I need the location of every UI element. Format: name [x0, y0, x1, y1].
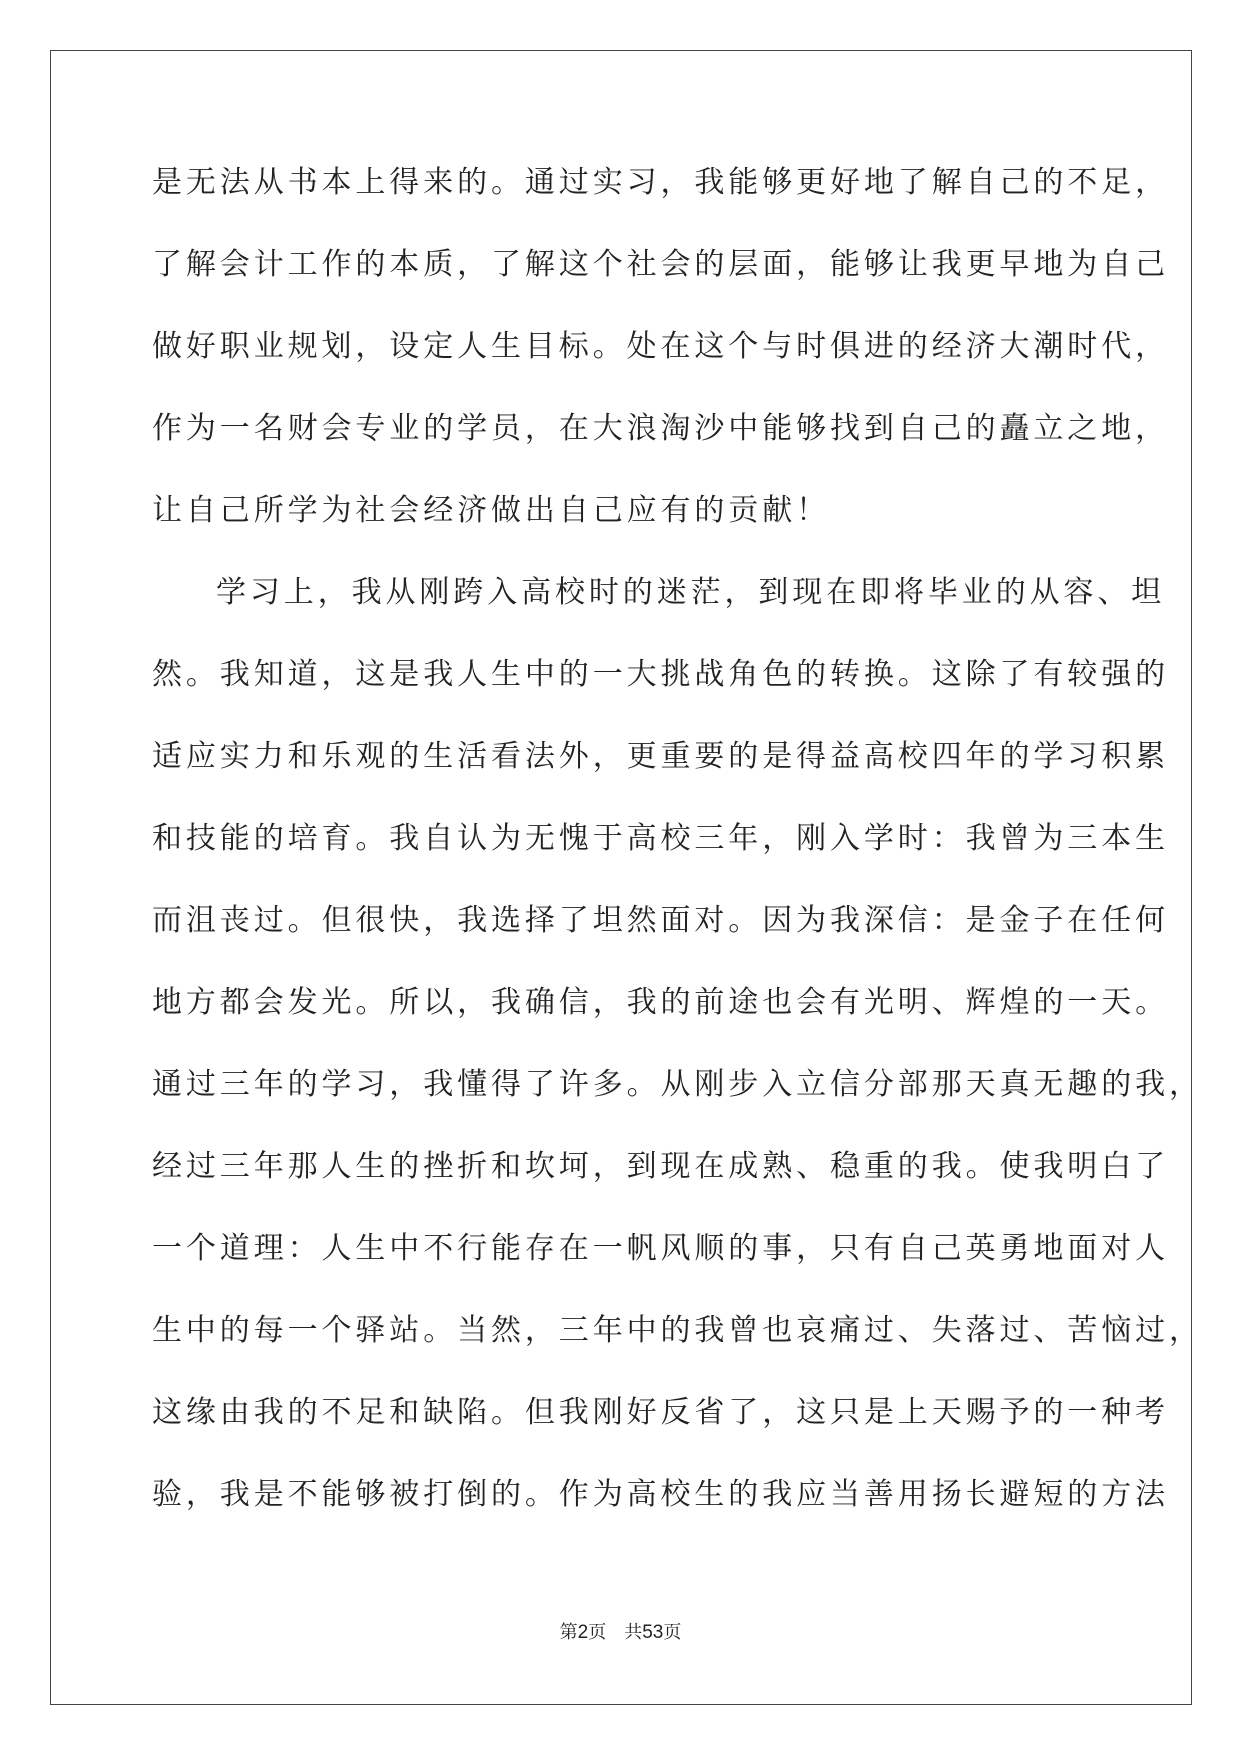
text-line: 经过三年那人生的挫折和坎坷，到现在成熟、稳重的我。使我明白了 — [152, 1149, 1169, 1184]
footer-suffix: 页 — [663, 1622, 682, 1643]
text-line: 让自己所学为社会经济做出自己应有的贡献！ — [152, 493, 830, 528]
text-line: 做好职业规划，设定人生目标。处在这个与时俱进的经济大潮时代， — [152, 329, 1169, 364]
text-line: 和技能的培育。我自认为无愧于高校三年，刚入学时：我曾为三本生 — [152, 821, 1169, 856]
footer-prefix: 第 — [559, 1622, 578, 1643]
text-line: 了解会计工作的本质，了解这个社会的层面，能够让我更早地为自己 — [152, 247, 1169, 282]
text-line: 是无法从书本上得来的。通过实习，我能够更好地了解自己的不足， — [152, 165, 1169, 200]
text-line: 验，我是不能够被打倒的。作为高校生的我应当善用扬长避短的方法 — [152, 1477, 1169, 1512]
document-body — [152, 142, 1203, 1536]
paragraph-start-line: 学习上，我从刚跨入高校时的迷茫，到现在即将毕业的从容、坦 — [216, 575, 1166, 610]
total-page-count: 53 — [642, 1622, 664, 1643]
text-line: 生中的每一个驿站。当然，三年中的我曾也哀痛过、失落过、苦恼过， — [152, 1313, 1203, 1348]
text-line: 而沮丧过。但很快，我选择了坦然面对。因为我深信：是金子在任何 — [152, 903, 1169, 938]
text-line: 作为一名财会专业的学员，在大浪淘沙中能够找到自己的矗立之地， — [152, 411, 1169, 446]
text-line: 这缘由我的不足和缺陷。但我刚好反省了，这只是上天赐予的一种考 — [152, 1395, 1169, 1430]
text-line: 地方都会发光。所以，我确信，我的前途也会有光明、辉煌的一天。 — [152, 985, 1169, 1020]
text-line: 然。我知道，这是我人生中的一大挑战角色的转换。这除了有较强的 — [152, 657, 1169, 692]
text-line: 一个道理：人生中不行能存在一帆风顺的事，只有自己英勇地面对人 — [152, 1231, 1169, 1266]
text-line: 适应实力和乐观的生活看法外，更重要的是得益高校四年的学习积累 — [152, 739, 1169, 774]
current-page-number: 2 — [577, 1622, 589, 1643]
footer-middle: 页 共 — [588, 1622, 643, 1643]
text-line: 通过三年的学习，我懂得了许多。从刚步入立信分部那天真无趣的我， — [152, 1067, 1203, 1102]
page-footer — [0, 1618, 1241, 1644]
